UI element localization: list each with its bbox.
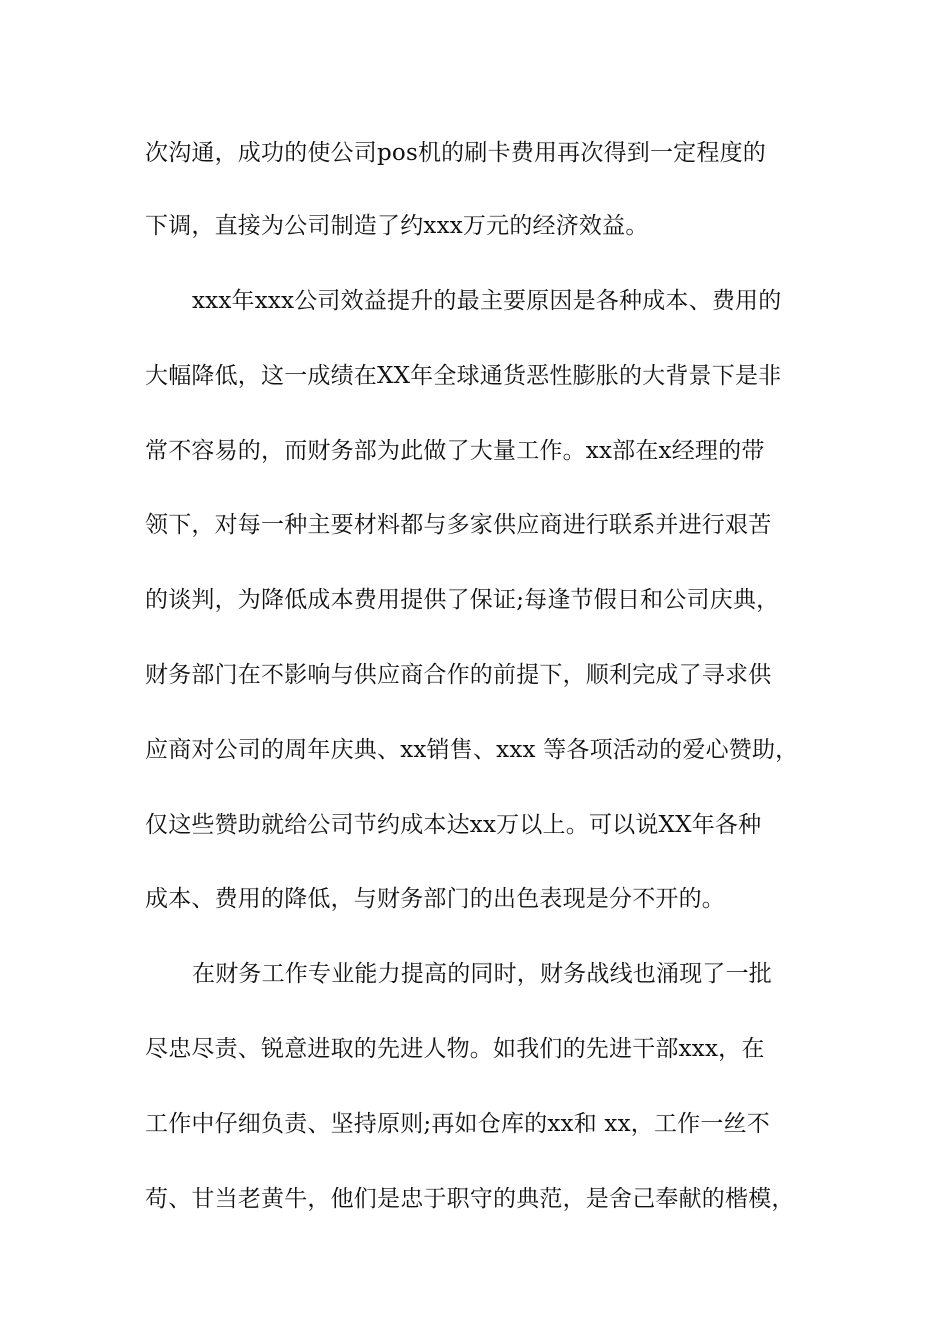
paragraph-line: 次沟通，成功的使公司pos机的刷卡费用再次得到一定程度的: [145, 140, 766, 166]
paragraph-line: 工作中仔细负责、坚持原则;再如仓库的xx和 xx，工作一丝不: [145, 1111, 770, 1137]
paragraph-line: 应商对公司的周年庆典、xx销售、xxx 等各项活动的爱心赞助，: [145, 737, 799, 763]
paragraph-line-indented: xxx年xxx公司效益提升的最主要原因是各种成本、费用的: [192, 288, 782, 314]
paragraph-line: 领下，对每一种主要材料都与多家供应商进行联系并进行艰苦: [145, 512, 772, 538]
paragraph-line: 财务部门在不影响与供应商合作的前提下，顺利完成了寻求供: [145, 662, 772, 688]
paragraph-line: 仅这些赞助就给公司节约成本达xx万以上。可以说XX年各种: [145, 812, 762, 838]
paragraph-line: 尽忠尽责、锐意进取的先进人物。如我们的先进干部xxx，在: [145, 1036, 765, 1062]
paragraph-line-indented: 在财务工作专业能力提高的同时，财务战线也涌现了一批: [192, 961, 772, 987]
paragraph-line: 苟、甘当老黄牛，他们是忠于职守的典范，是舍己奉献的楷模，: [145, 1186, 795, 1212]
paragraph-line: 的谈判，为降低成本费用提供了保证;每逢节假日和公司庆典，: [145, 587, 780, 613]
paragraph-line: 大幅降低，这一成绩在XX年全球通货恶性膨胀的大背景下是非: [145, 363, 782, 389]
paragraph-line: 成本、费用的降低，与财务部门的出色表现是分不开的。: [145, 886, 725, 912]
paragraph-line: 常不容易的，而财务部为此做了大量工作。xx部在x经理的带: [145, 438, 765, 464]
paragraph-line: 下调，直接为公司制造了约xxx万元的经济效益。: [145, 213, 649, 239]
